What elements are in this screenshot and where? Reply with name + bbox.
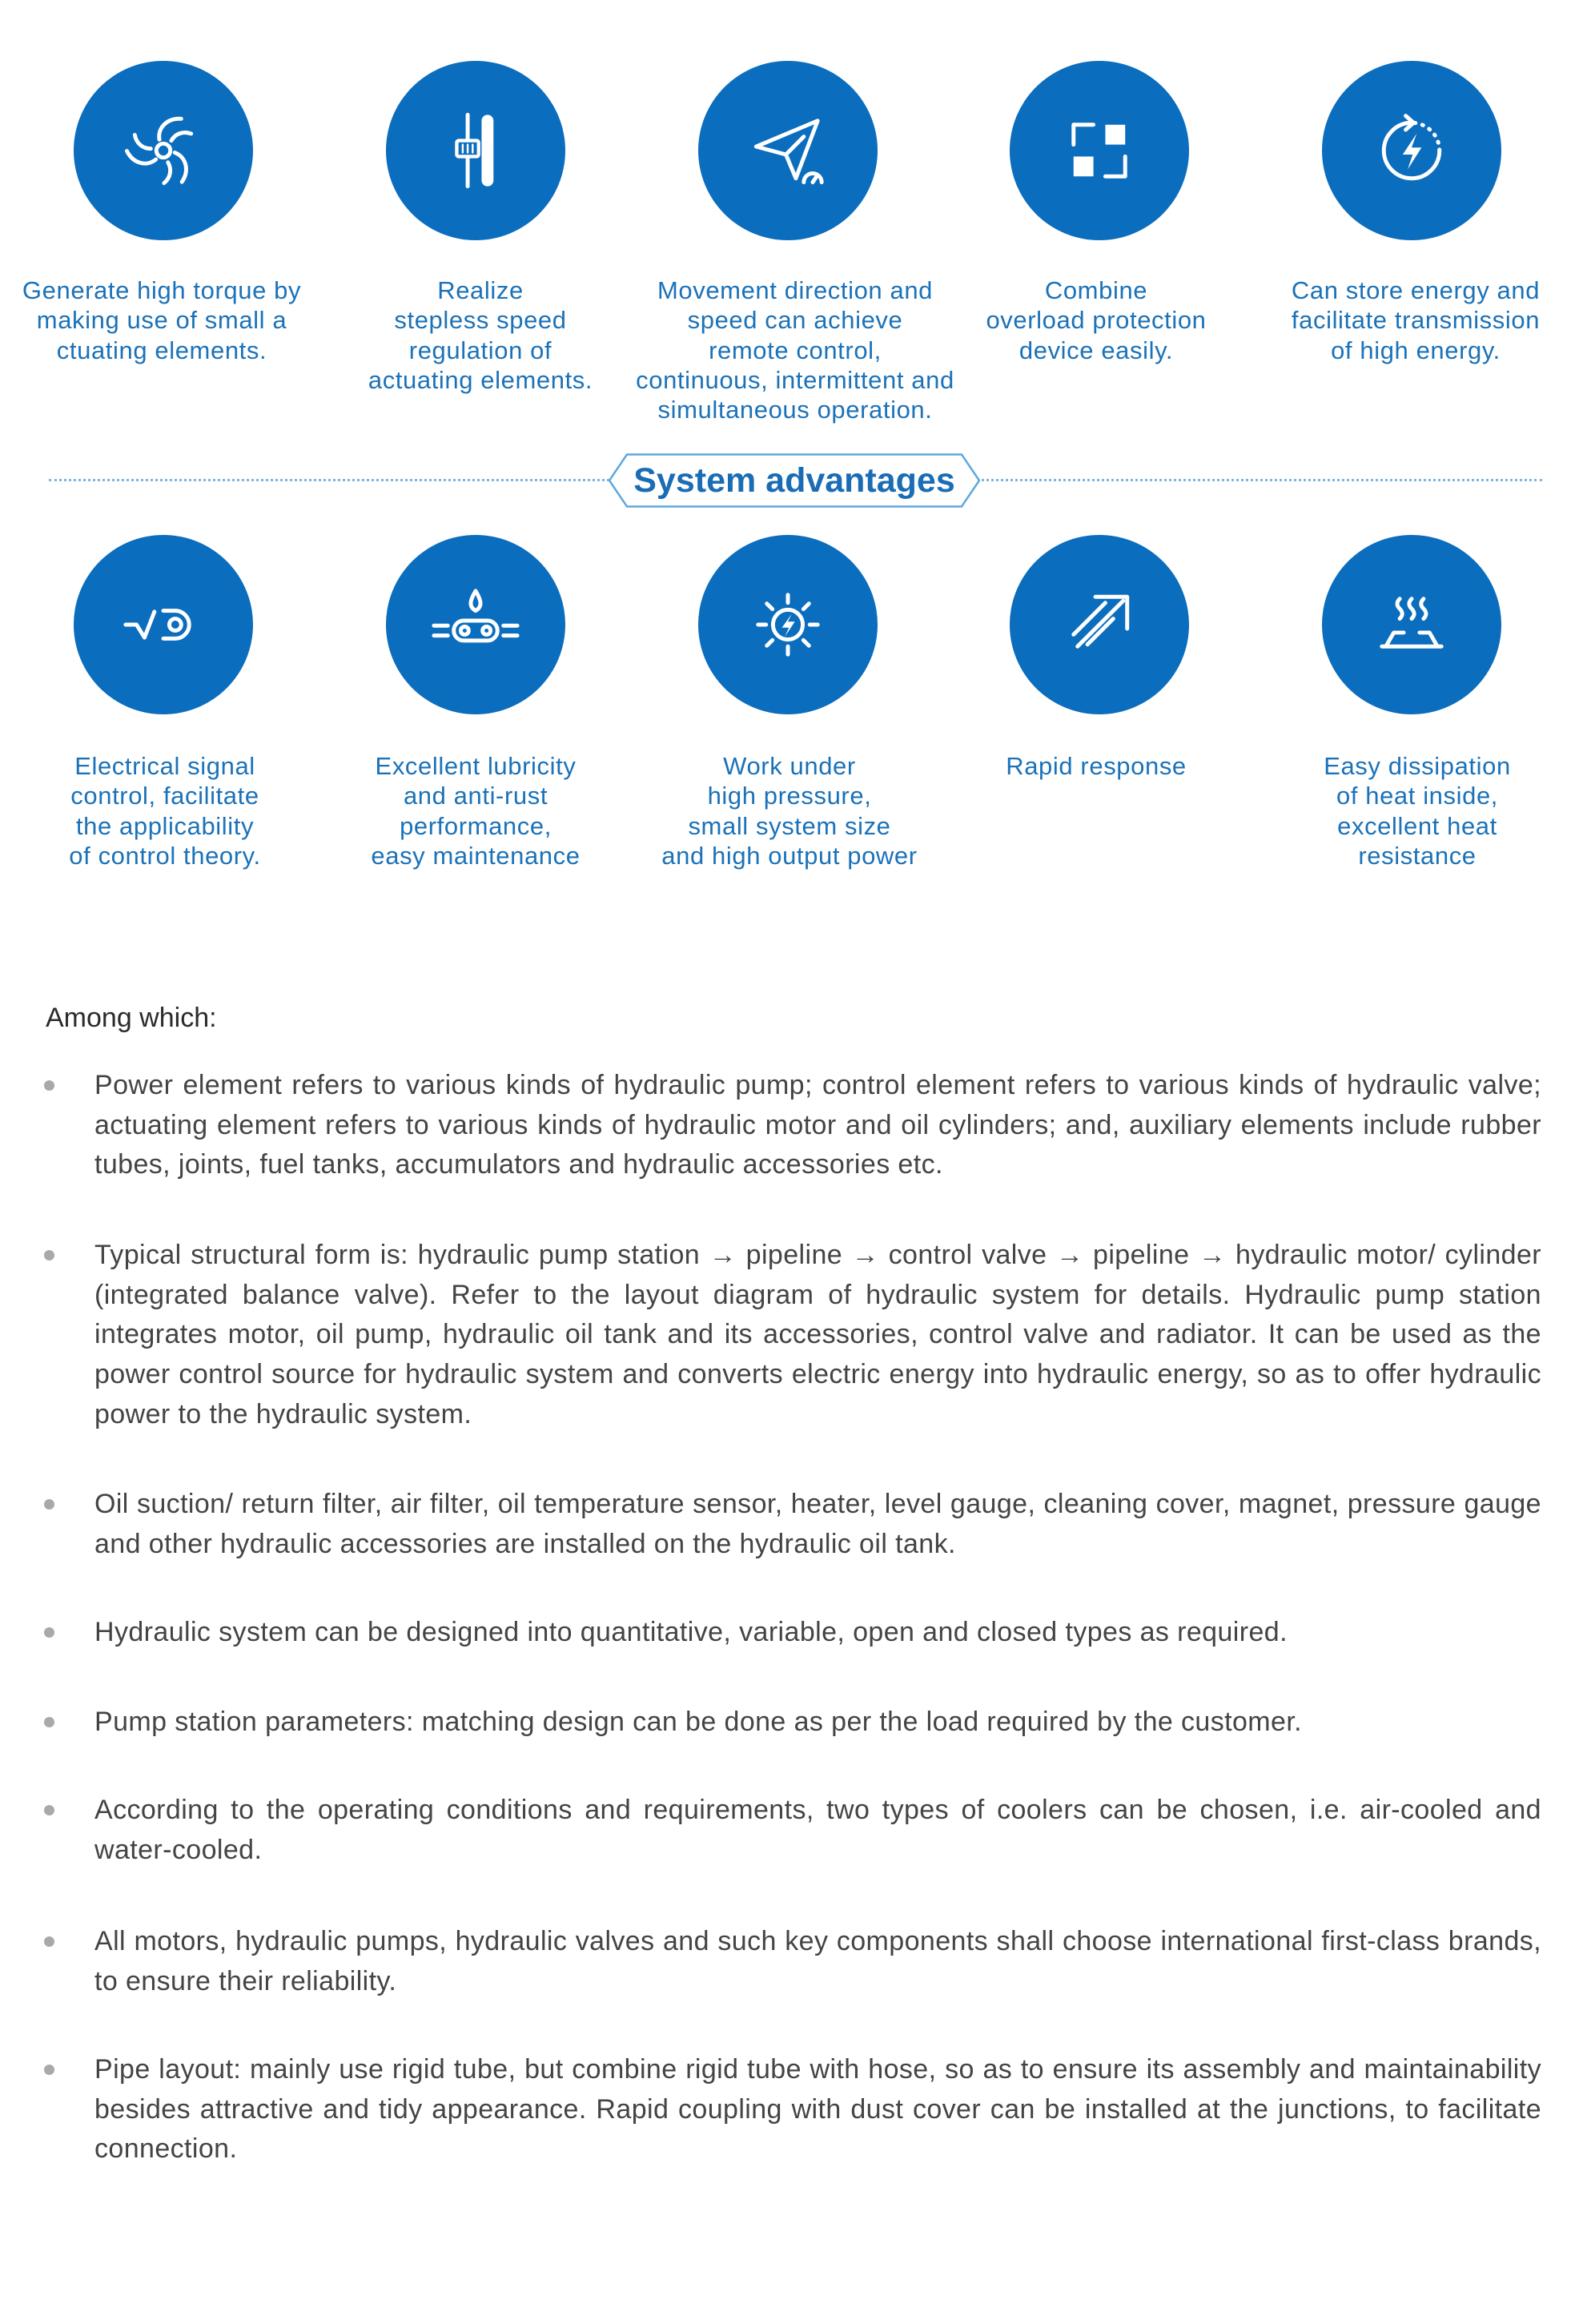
list-item-text: Typical structural form is: hydraulic pump station → pipeline → control valve → pipeline → hydraulic motor/ cylinder (integrated balance valve). Refer to the layout diagram of hydraulic system for details. Hydraulic pump station integrates motor, oil pump, hydraulic oil tank and its accessories, control valve and radiator. It can be used as the power control source for hydraulic system and converts electric energy into hydraulic energy, so as to offer hydraulic power to the hydraulic system.	[94, 1240, 1541, 1429]
bullet-dot	[44, 1805, 54, 1815]
bullet-dot	[44, 1717, 54, 1727]
list-item-text: According to the operating conditions and requirements, two types of coolers can be chosen, i.e. air-cooled and water-cooled.	[94, 1795, 1541, 1865]
feature-badge-remote-control	[698, 61, 878, 240]
bullet-dot	[44, 1499, 54, 1510]
list-item-text: Hydraulic system can be designed into quantitative, variable, open and closed types as required.	[94, 1617, 1288, 1647]
bullet-dot	[44, 1250, 54, 1261]
feature-badge-overload-protection	[1010, 61, 1189, 240]
bullet-dot	[44, 2065, 54, 2075]
list-item-text: Pump station parameters: matching design can be done as per the load required by the customer.	[94, 1707, 1303, 1737]
bullet-dot	[44, 1080, 54, 1091]
bullet-dot	[44, 1936, 54, 1947]
feature-badge-stepless-speed	[386, 61, 565, 240]
feature-caption: Combine overload protection device easily.	[986, 276, 1207, 364]
feature-caption: Work under high pressure, small system size and high output power	[661, 752, 918, 870]
list-item	[94, 1791, 1541, 1870]
list-item	[94, 2050, 1541, 2169]
impeller-icon	[114, 101, 213, 200]
feature-caption: Can store energy and facilitate transmission of high energy.	[1291, 276, 1541, 364]
feature-badge-energy-storage	[1322, 61, 1501, 240]
list-item	[94, 1703, 1541, 1743]
slider-icon	[426, 101, 525, 200]
feature-badge-electrical-signal	[74, 535, 253, 714]
overload-frame-icon	[1050, 101, 1149, 200]
list-item	[94, 1485, 1541, 1564]
feature-badge-heat-dissipation	[1322, 535, 1501, 714]
list-item	[94, 1066, 1541, 1185]
list-item-text: All motors, hydraulic pumps, hydraulic valves and such key components shall choose international first-class brands, to ensure their reliability.	[94, 1926, 1541, 1996]
list-item-text: Pipe layout: mainly use rigid tube, but combine rigid tube with hose, so as to ensure its assembly and maintainability besides attractive and tidy appearance. Rapid coupling with dust cover can be installed at the junctions, to facilitate connection.	[94, 2054, 1541, 2165]
energy-cycle-icon	[1362, 101, 1461, 200]
feature-caption: Movement direction and speed can achieve remote control, continuous, intermittent and simultaneous operation.	[636, 276, 954, 424]
feature-badge-torque	[74, 61, 253, 240]
feature-caption: Electrical signal control, facilitate the applicability of control theory.	[69, 752, 261, 870]
feature-caption: Excellent lubricity and anti-rust performance, easy maintenance	[371, 752, 581, 870]
sun-bolt-icon	[738, 575, 838, 674]
navigation-arrow-icon	[738, 101, 838, 200]
section-title: System advantages	[633, 461, 955, 500]
list-item-text: Oil suction/ return filter, air filter, oil temperature sensor, heater, level gauge, cleaning cover, magnet, pressure gauge and other hydraulic accessories are installed on the hydraulic oil tank.	[94, 1489, 1541, 1559]
feature-caption: Easy dissipation of heat inside, excellent heat resistance	[1324, 752, 1511, 870]
feature-badge-high-pressure	[698, 535, 878, 714]
bullet-dot	[44, 1627, 54, 1638]
list-item	[94, 1236, 1541, 1435]
details-heading: Among which:	[46, 1003, 217, 1033]
feature-caption: Realize stepless speed regulation of actuating elements.	[368, 276, 593, 394]
feature-badge-lubricity	[386, 535, 565, 714]
list-item-text: Power element refers to various kinds of hydraulic pump; control element refers to various kinds of hydraulic valve; actuating element refers to various kinds of hydraulic motor and oil cylinders; and, auxiliary elements include rubber tubes, joints, fuel tanks, accumulators and hydraulic accessories etc.	[94, 1070, 1541, 1180]
feature-caption: Rapid response	[1006, 752, 1187, 780]
feature-badge-rapid-response	[1010, 535, 1189, 714]
feature-caption: Generate high torque by making use of small a ctuating elements.	[22, 276, 302, 364]
list-item	[94, 1613, 1541, 1653]
heat-dissipation-icon	[1362, 575, 1461, 674]
rapid-arrow-icon	[1050, 575, 1149, 674]
section-label	[609, 453, 980, 508]
list-item	[94, 1922, 1541, 2001]
electrical-signal-icon	[114, 575, 213, 674]
lubrication-chain-icon	[426, 575, 525, 674]
